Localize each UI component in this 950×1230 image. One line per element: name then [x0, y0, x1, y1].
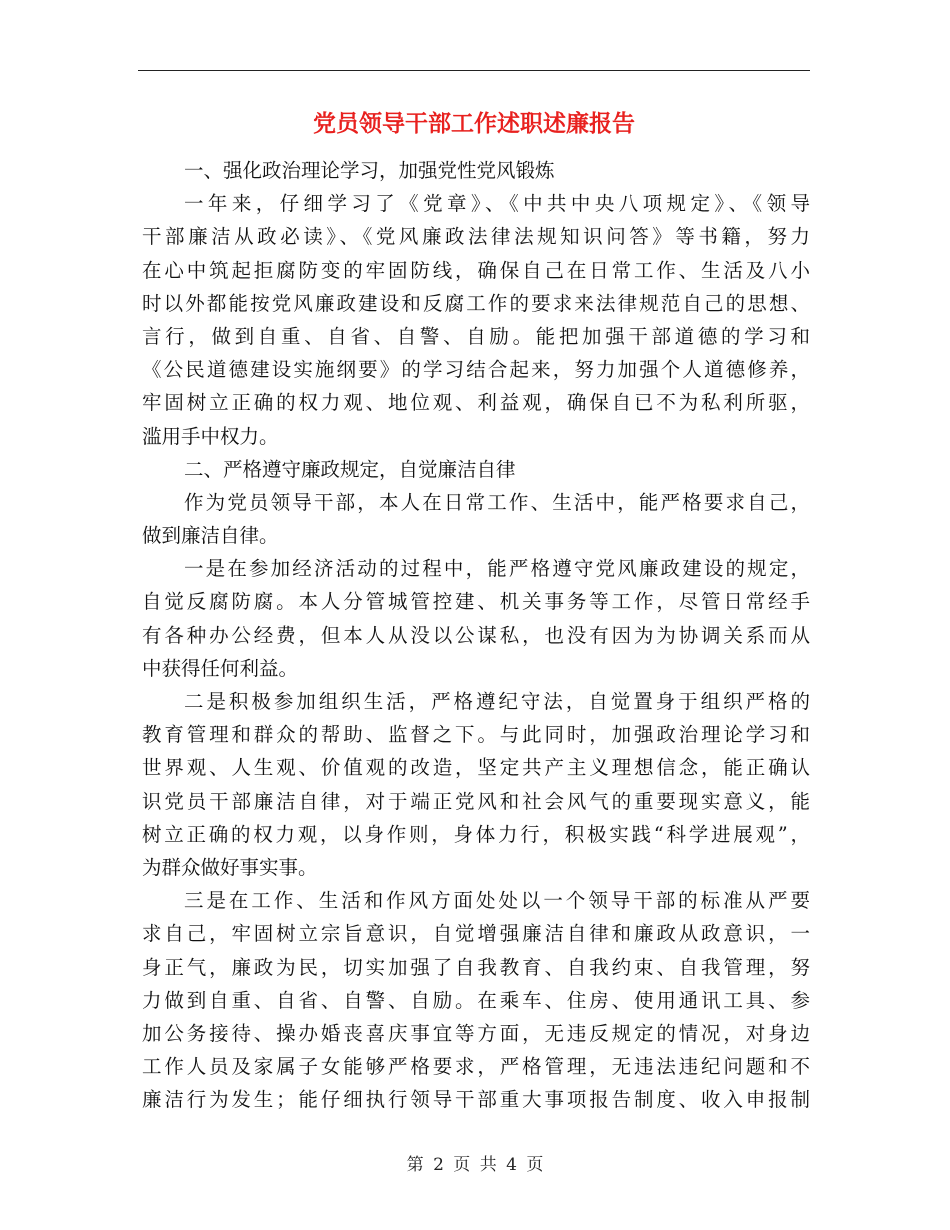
- body-line: 求自己，牢固树立宗旨意识，自觉增强廉洁自律和廉政从政意识，一: [142, 922, 810, 946]
- body-line: 一是在参加经济活动的过程中，能严格遵守党风廉政建设的规定，: [184, 557, 810, 581]
- body-line: 身正气，廉政为民，切实加强了自我教育、自我约束、自我管理，努: [142, 955, 810, 979]
- body-line: 二是积极参加组织生活，严格遵纪守法，自觉置身于组织严格的: [184, 690, 810, 713]
- body-line: 力做到自重、自省、自警、自励。在乘车、住房、使用通讯工具、参: [142, 988, 810, 1012]
- body-line: 有各种办公经费，但本人从没以公谋私，也没有因为为协调关系而从: [142, 623, 810, 647]
- body-line: 言行，做到自重、自省、自警、自励。能把加强干部道德的学习和: [142, 324, 810, 348]
- body-line: 滥用手中权力。: [142, 424, 279, 448]
- body-line: 识党员干部廉洁自律，对于端正党风和社会风气的重要现实意义，能: [142, 789, 810, 813]
- page-number-footer: 第 2 页 共 4 页: [406, 1155, 544, 1175]
- body-line: 为群众做好事实事。: [142, 855, 318, 879]
- body-line: 时以外都能按党风廉政建设和反腐工作的要求来法律规范自己的思想、: [142, 291, 810, 315]
- body-line: 三是在工作、生活和作风方面处处以一个领导干部的标准从严要: [184, 889, 810, 913]
- body-line: 加公务接待、操办婚丧喜庆事宜等方面，无违反规定的情况，对身边: [142, 1021, 810, 1045]
- body-line: 牢固树立正确的权力观、地位观、利益观，确保自已不为私利所驱，: [142, 391, 810, 415]
- body-line: 自觉反腐防腐。本人分管城管控建、机关事务等工作，尽管日常经手: [142, 590, 810, 614]
- document-title: 党员领导干部工作述职述廉报告: [313, 110, 635, 137]
- body-line: 一年来，仔细学习了《党章》、《中共中央八项规定》、《领导: [184, 192, 810, 216]
- body-line: 中获得任何利益。: [142, 656, 299, 680]
- body-line: 世界观、人生观、价值观的改造，坚定共产主义理想信念，能正确认: [142, 756, 810, 780]
- body-line: 树立正确的权力观，以身作则，身体力行，积极实践“科学进展观”，: [142, 822, 810, 846]
- body-line: 作为党员领导干部，本人在日常工作、生活中，能严格要求自己，: [184, 490, 810, 514]
- body-line: 干部廉洁从政必读》、《党风廉政法律法规知识问答》等书籍，努力: [142, 225, 810, 249]
- document-body: [142, 154, 810, 1116]
- body-line: 廉洁行为发生；能仔细执行领导干部重大事项报告制度、收入申报制: [142, 1088, 810, 1112]
- body-line: 二、严格遵守廉政规定，自觉廉洁自律: [184, 457, 516, 481]
- body-line: 一、强化政治理论学习，加强党性党风锻炼: [184, 159, 555, 182]
- body-line: 工作人员及家属子女能够严格要求，严格管理，无违法违纪问题和不: [142, 1055, 810, 1079]
- body-line: 《公民道德建设实施纲要》的学习结合起来，努力加强个人道德修养，: [142, 358, 810, 382]
- body-line: 在心中筑起拒腐防变的牢固防线，确保自己在日常工作、生活及八小: [142, 258, 810, 282]
- header-rule: [138, 70, 810, 71]
- body-line: 做到廉洁自律。: [142, 524, 279, 548]
- body-line: 教育管理和群众的帮助、监督之下。与此同时，加强政治理论学习和: [142, 723, 810, 747]
